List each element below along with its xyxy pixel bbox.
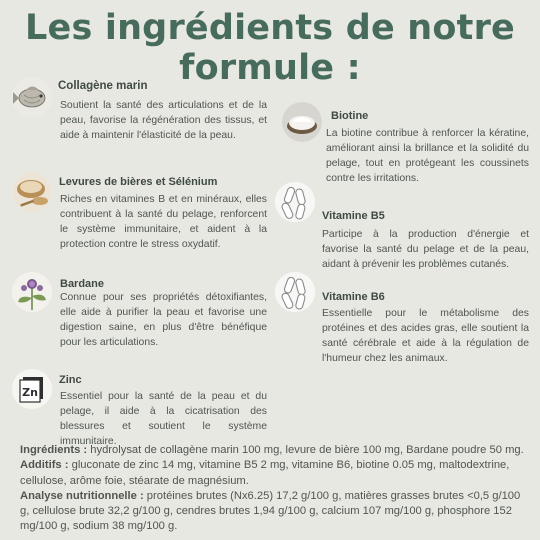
burdock-plant-icon (12, 272, 52, 312)
capsules-icon (275, 182, 315, 222)
capsules-icon (275, 272, 315, 312)
additives-text: gluconate de zinc 14 mg, vitamine B5 2 mg, vitamine B6, biotine 0.05 mg, maltodextrine, cellulose, arôme foie, stéarate de magnésium. (20, 459, 510, 487)
composition-block (20, 443, 528, 535)
text-collagene: Soutient la santé des articulations et de la peau, favorise la régénération des tissus, et aide à maintenir l'élasticité de la peau. (60, 100, 267, 141)
ingredients-text: hydrolysat de collagène marin 100 mg, levure de bière 100 mg, Bardane poudre 50 mg. (87, 444, 524, 456)
ingredients-label: Ingrédients : (20, 444, 88, 456)
heading-vitamine-b6: Vitamine B6 (322, 291, 385, 303)
heading-vitamine-b5: Vitamine B5 (322, 210, 385, 222)
biotin-powder-icon (282, 102, 322, 142)
text-zinc: Essentiel pour la santé de la peau et du pelage, il aide à la cicatrisation des blessures et soutient le système immunitaire. (60, 391, 267, 447)
title-line-2: formule : (179, 48, 361, 88)
text-levures: Riches en vitamines B et en minéraux, elles contribuent à la santé du pelage, renforcent le système immunitaire, et aident à la protection contre le stress oxydatif. (60, 194, 267, 250)
zinc-element-icon (12, 369, 52, 409)
additives-label: Additifs : (20, 459, 69, 472)
heading-zinc: Zinc (59, 374, 82, 386)
text-bardane: Connue pour ses propriétés détoxifiantes, elle aide à purifier la peau et favorise une digestion saine, en plus d'être bénéfique pour les articulations. (60, 292, 267, 348)
text-vitamine-b6: Essentielle pour le métabolisme des protéines et des acides gras, elle soutient la santé cérébrale et aide à la régulation de l'humeur chez les animaux. (322, 308, 529, 364)
title-line-1: Les ingrédients de notre (25, 8, 515, 48)
heading-bardane: Bardane (60, 278, 105, 290)
page-title (0, 8, 540, 88)
yeast-bowl-icon (12, 172, 52, 212)
heading-collagene: Collagène marin (58, 80, 148, 92)
heading-biotine: Biotine (331, 110, 369, 122)
analysis-text: protéines brutes (Nx6.25) 17,2 g/100 g, matières grasses brutes <0,5 g/100 g, cellulose brute 32,2 g/100 g, cendres brutes 1,94 g/100 g, calcium 107 mg/100 g, phosphore 152 mg/100 g, sodium 38 mg/100 g. (20, 489, 521, 533)
fish-icon (12, 77, 52, 117)
heading-levures: Levures de bières et Sélénium (59, 176, 218, 188)
analysis-label: Analyse nutritionnelle : (20, 489, 144, 502)
zinc-symbol: Zn (22, 386, 38, 399)
text-vitamine-b5: Participe à la production d'énergie et favorise la santé du pelage et de la peau, aidant à prévenir les problèmes cutanés. (322, 229, 529, 270)
text-biotine: La biotine contribue à renforcer la kératine, améliorant ainsi la brillance et la solidité du pelage, tout en protégeant les coussinets contre les irritations. (326, 128, 529, 184)
